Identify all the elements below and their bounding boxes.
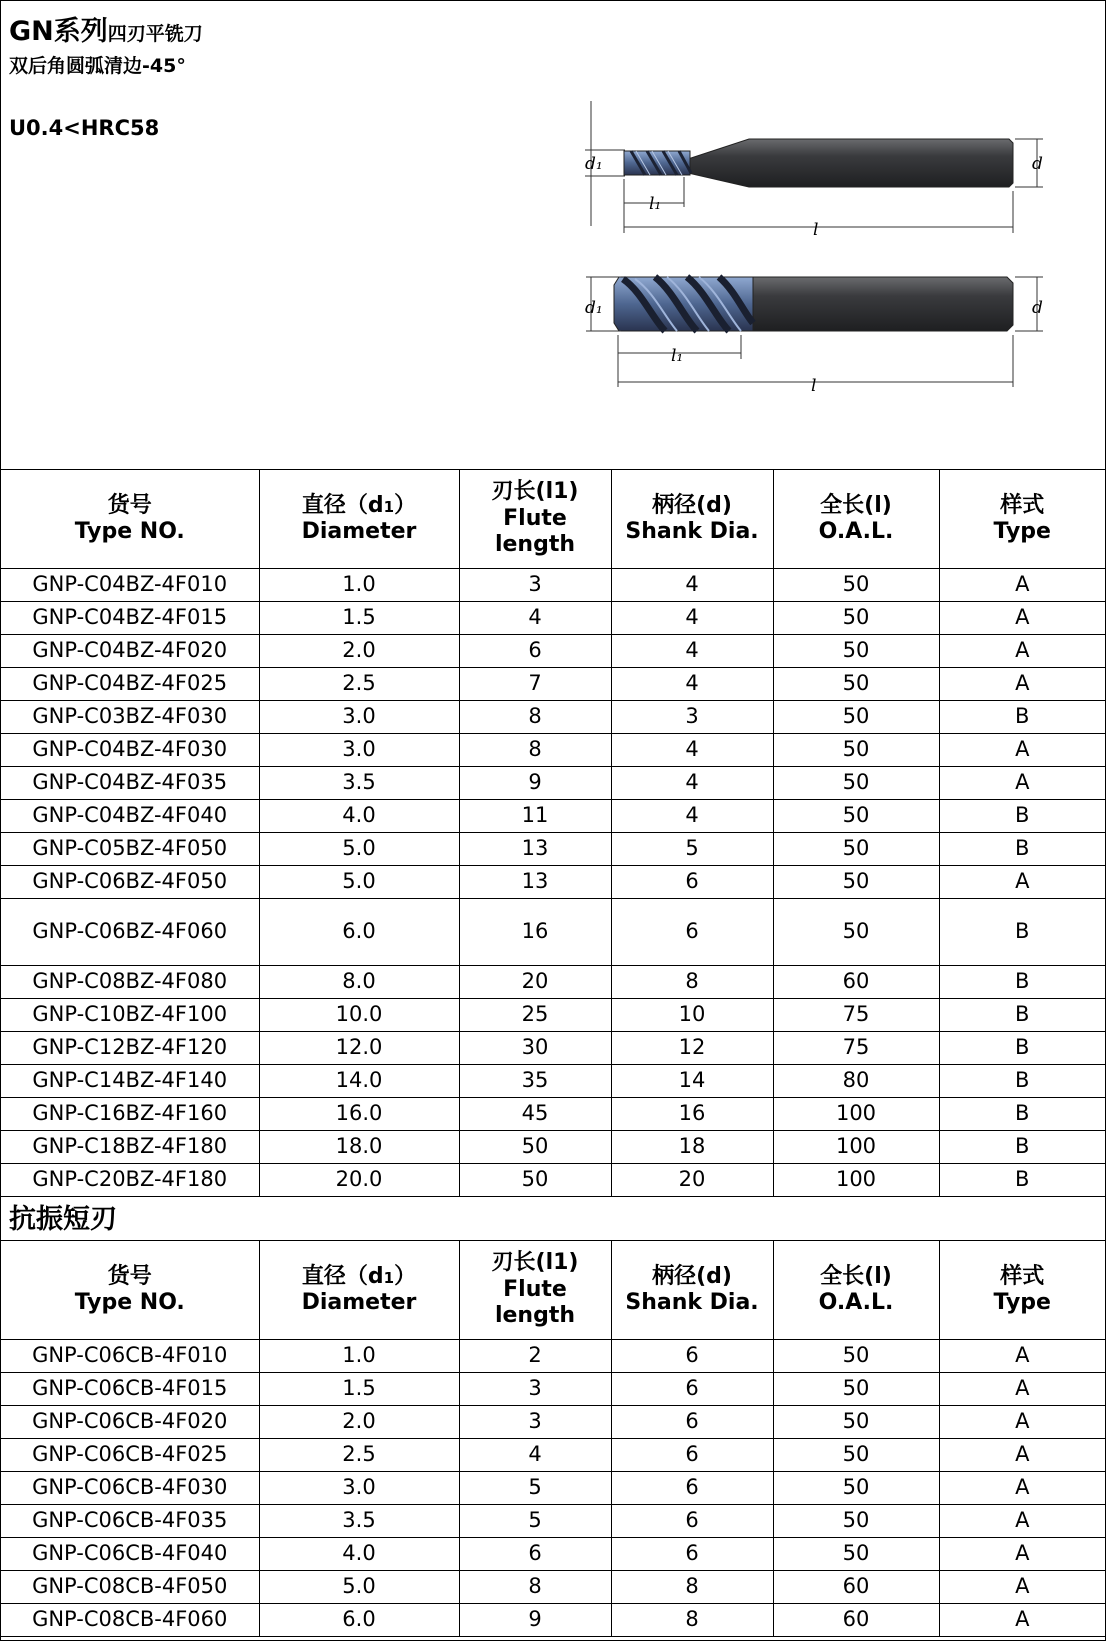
- section-title-anti-vibration: 抗振短刃: [1, 1197, 1105, 1241]
- table-row: [1, 1505, 1105, 1538]
- cell-flute-length: 6: [459, 635, 611, 668]
- cell-flute-length: 3: [459, 1373, 611, 1406]
- table-row: [1, 734, 1105, 767]
- cell-style: A: [939, 734, 1105, 767]
- cell-type-no: GNP-C06CB-4F025: [1, 1439, 259, 1472]
- cell-flute-length: 16: [459, 899, 611, 966]
- cell-flute-length: 8: [459, 701, 611, 734]
- label-l1-b: l₁: [671, 346, 684, 366]
- cell-style: A: [939, 767, 1105, 800]
- table-row: [1, 999, 1105, 1032]
- cell-shank-dia: 18: [611, 1131, 773, 1164]
- cell-type-no: GNP-C16BZ-4F160: [1, 1098, 259, 1131]
- cell-flute-length: 25: [459, 999, 611, 1032]
- spec-table-anti-vibration: [1, 1241, 1105, 1637]
- cell-oal: 50: [773, 1505, 939, 1538]
- col-type-no: 货号 Type NO.: [1, 470, 259, 569]
- table-row: [1, 767, 1105, 800]
- cell-shank-dia: 4: [611, 569, 773, 602]
- cell-type-no: GNP-C06CB-4F015: [1, 1373, 259, 1406]
- spec-table-standard: [1, 470, 1105, 1197]
- cell-type-no: GNP-C04BZ-4F040: [1, 800, 259, 833]
- col-shank-dia: 柄径(d) Shank Dia.: [611, 470, 773, 569]
- cell-type-no: GNP-C08BZ-4F080: [1, 966, 259, 999]
- cell-oal: 50: [773, 734, 939, 767]
- cell-oal: 60: [773, 966, 939, 999]
- cell-shank-dia: 6: [611, 899, 773, 966]
- cell-diameter: 16.0: [259, 1098, 459, 1131]
- col-style: 样式 Type: [939, 1241, 1105, 1340]
- cell-flute-length: 50: [459, 1164, 611, 1197]
- label-l-b: l: [811, 376, 817, 396]
- cell-type-no: GNP-C04BZ-4F010: [1, 569, 259, 602]
- cell-style: A: [939, 1538, 1105, 1571]
- cell-diameter: 10.0: [259, 999, 459, 1032]
- cell-shank-dia: 6: [611, 1439, 773, 1472]
- col-diameter: 直径（d1） Diameter: [259, 1241, 459, 1340]
- cell-shank-dia: 4: [611, 602, 773, 635]
- tool-drawings: [1, 1, 1105, 469]
- cell-flute-length: 9: [459, 1604, 611, 1637]
- table-row: [1, 1164, 1105, 1197]
- col-flute-length: 刃长(l1) Flute length: [459, 470, 611, 569]
- header-section: [1, 1, 1105, 470]
- table-body-anti-vibration: [1, 1340, 1105, 1637]
- col-shank-dia: 柄径(d) Shank Dia.: [611, 1241, 773, 1340]
- cell-diameter: 12.0: [259, 1032, 459, 1065]
- cell-type-no: GNP-C04BZ-4F015: [1, 602, 259, 635]
- label-d-b: d: [1032, 298, 1043, 318]
- table-row: [1, 1340, 1105, 1373]
- title-sub: 四刃平铣刀: [107, 23, 203, 45]
- cell-type-no: GNP-C18BZ-4F180: [1, 1131, 259, 1164]
- cell-diameter: 18.0: [259, 1131, 459, 1164]
- col-flute-length: 刃长(l1) Flute length: [459, 1241, 611, 1340]
- cell-oal: 50: [773, 701, 939, 734]
- cell-flute-length: 3: [459, 569, 611, 602]
- cell-oal: 50: [773, 1340, 939, 1373]
- cell-oal: 50: [773, 833, 939, 866]
- cell-type-no: GNP-C04BZ-4F020: [1, 635, 259, 668]
- cell-shank-dia: 6: [611, 1505, 773, 1538]
- cell-style: A: [939, 1340, 1105, 1373]
- table-row: [1, 866, 1105, 899]
- col-type-no: 货号 Type NO.: [1, 1241, 259, 1340]
- cell-oal: 50: [773, 800, 939, 833]
- cell-oal: 50: [773, 767, 939, 800]
- cell-shank-dia: 6: [611, 1538, 773, 1571]
- table-row: [1, 833, 1105, 866]
- cell-flute-length: 6: [459, 1538, 611, 1571]
- cell-oal: 80: [773, 1065, 939, 1098]
- tool-drawing-type-a: [585, 101, 1043, 240]
- cell-style: B: [939, 833, 1105, 866]
- cell-type-no: GNP-C10BZ-4F100: [1, 999, 259, 1032]
- cell-type-no: GNP-C06CB-4F035: [1, 1505, 259, 1538]
- cell-style: B: [939, 701, 1105, 734]
- cell-oal: 50: [773, 899, 939, 966]
- cell-type-no: GNP-C06CB-4F010: [1, 1340, 259, 1373]
- cell-diameter: 3.0: [259, 701, 459, 734]
- cell-flute-length: 30: [459, 1032, 611, 1065]
- cell-flute-length: 5: [459, 1472, 611, 1505]
- cell-shank-dia: 8: [611, 1571, 773, 1604]
- col-style: 样式 Type: [939, 470, 1105, 569]
- cell-flute-length: 45: [459, 1098, 611, 1131]
- cell-style: B: [939, 966, 1105, 999]
- cell-flute-length: 4: [459, 602, 611, 635]
- cell-diameter: 2.0: [259, 1406, 459, 1439]
- cell-shank-dia: 16: [611, 1098, 773, 1131]
- cell-flute-length: 5: [459, 1505, 611, 1538]
- cell-style: A: [939, 1472, 1105, 1505]
- table-row: [1, 602, 1105, 635]
- cell-shank-dia: 4: [611, 668, 773, 701]
- table-row: [1, 569, 1105, 602]
- cell-diameter: 4.0: [259, 1538, 459, 1571]
- cell-type-no: GNP-C06BZ-4F050: [1, 866, 259, 899]
- cell-flute-length: 13: [459, 866, 611, 899]
- cell-shank-dia: 6: [611, 866, 773, 899]
- cell-shank-dia: 8: [611, 966, 773, 999]
- table-header-row: [1, 1241, 1105, 1340]
- cell-style: B: [939, 1032, 1105, 1065]
- cell-oal: 50: [773, 668, 939, 701]
- table-row: [1, 1131, 1105, 1164]
- cell-diameter: 20.0: [259, 1164, 459, 1197]
- cell-style: A: [939, 1373, 1105, 1406]
- cell-type-no: GNP-C04BZ-4F025: [1, 668, 259, 701]
- cell-flute-length: 8: [459, 1571, 611, 1604]
- cell-type-no: GNP-C06CB-4F030: [1, 1472, 259, 1505]
- subtitle: 双后角圆弧清边-45°: [9, 55, 186, 77]
- col-oal: 全长(l) O.A.L.: [773, 470, 939, 569]
- cell-type-no: GNP-C08CB-4F060: [1, 1604, 259, 1637]
- cell-shank-dia: 3: [611, 701, 773, 734]
- cell-style: A: [939, 602, 1105, 635]
- cell-type-no: GNP-C04BZ-4F035: [1, 767, 259, 800]
- cell-flute-length: 2: [459, 1340, 611, 1373]
- cell-style: A: [939, 1571, 1105, 1604]
- cell-flute-length: 8: [459, 734, 611, 767]
- cell-shank-dia: 14: [611, 1065, 773, 1098]
- cell-flute-length: 3: [459, 1406, 611, 1439]
- cell-diameter: 1.5: [259, 602, 459, 635]
- cell-type-no: GNP-C05BZ-4F050: [1, 833, 259, 866]
- cell-style: B: [939, 1131, 1105, 1164]
- cell-type-no: GNP-C06BZ-4F060: [1, 899, 259, 966]
- cell-oal: 100: [773, 1131, 939, 1164]
- shank-shape-a: [688, 139, 1013, 187]
- cell-oal: 75: [773, 999, 939, 1032]
- cell-type-no: GNP-C06CB-4F020: [1, 1406, 259, 1439]
- cell-diameter: 1.5: [259, 1373, 459, 1406]
- cell-oal: 50: [773, 1373, 939, 1406]
- cell-flute-length: 50: [459, 1131, 611, 1164]
- cell-style: A: [939, 1604, 1105, 1637]
- cell-style: B: [939, 999, 1105, 1032]
- cell-style: A: [939, 866, 1105, 899]
- table-row: [1, 1098, 1105, 1131]
- cell-shank-dia: 12: [611, 1032, 773, 1065]
- table-row: [1, 668, 1105, 701]
- cell-shank-dia: 4: [611, 635, 773, 668]
- cell-style: B: [939, 899, 1105, 966]
- tool-drawing-type-b: [585, 277, 1043, 396]
- table-header-row: [1, 470, 1105, 569]
- cell-style: A: [939, 1439, 1105, 1472]
- table-row: [1, 701, 1105, 734]
- cell-shank-dia: 20: [611, 1164, 773, 1197]
- label-d-a: d: [1032, 154, 1043, 174]
- table-row: [1, 1406, 1105, 1439]
- cell-oal: 50: [773, 569, 939, 602]
- cell-shank-dia: 6: [611, 1340, 773, 1373]
- cell-oal: 50: [773, 1472, 939, 1505]
- table-body-standard: [1, 569, 1105, 1197]
- table-row: [1, 1604, 1105, 1637]
- cell-style: A: [939, 569, 1105, 602]
- table-row: [1, 635, 1105, 668]
- cell-shank-dia: 10: [611, 999, 773, 1032]
- cell-oal: 100: [773, 1164, 939, 1197]
- cell-diameter: 6.0: [259, 1604, 459, 1637]
- table-row: [1, 1571, 1105, 1604]
- table-row: [1, 966, 1105, 999]
- table-row: [1, 1032, 1105, 1065]
- cell-oal: 50: [773, 1439, 939, 1472]
- label-d1-a: d₁: [585, 154, 603, 174]
- cell-type-no: GNP-C04BZ-4F030: [1, 734, 259, 767]
- shank-shape-b: [753, 277, 1013, 331]
- hardness-grade: U0.4<HRC58: [9, 116, 160, 140]
- cell-flute-length: 20: [459, 966, 611, 999]
- cell-style: A: [939, 1406, 1105, 1439]
- cell-shank-dia: 4: [611, 734, 773, 767]
- cell-type-no: GNP-C08CB-4F050: [1, 1571, 259, 1604]
- cell-oal: 75: [773, 1032, 939, 1065]
- cell-diameter: 14.0: [259, 1065, 459, 1098]
- cell-diameter: 2.0: [259, 635, 459, 668]
- cell-style: B: [939, 800, 1105, 833]
- cell-type-no: GNP-C12BZ-4F120: [1, 1032, 259, 1065]
- cell-flute-length: 11: [459, 800, 611, 833]
- cell-oal: 60: [773, 1571, 939, 1604]
- cell-style: A: [939, 635, 1105, 668]
- cell-shank-dia: 4: [611, 767, 773, 800]
- cell-shank-dia: 8: [611, 1604, 773, 1637]
- cell-diameter: 4.0: [259, 800, 459, 833]
- cell-shank-dia: 6: [611, 1472, 773, 1505]
- cell-flute-length: 7: [459, 668, 611, 701]
- cell-type-no: GNP-C06CB-4F040: [1, 1538, 259, 1571]
- cell-oal: 60: [773, 1604, 939, 1637]
- table-row: [1, 899, 1105, 966]
- cell-type-no: GNP-C20BZ-4F180: [1, 1164, 259, 1197]
- cell-oal: 50: [773, 1538, 939, 1571]
- cell-shank-dia: 6: [611, 1373, 773, 1406]
- cell-diameter: 5.0: [259, 866, 459, 899]
- cell-diameter: 3.5: [259, 1505, 459, 1538]
- cell-style: A: [939, 668, 1105, 701]
- cell-diameter: 6.0: [259, 899, 459, 966]
- table-row: [1, 1065, 1105, 1098]
- cell-type-no: GNP-C03BZ-4F030: [1, 701, 259, 734]
- cell-style: A: [939, 1505, 1105, 1538]
- title-main: GN系列: [9, 16, 108, 47]
- cell-type-no: GNP-C14BZ-4F140: [1, 1065, 259, 1098]
- cell-diameter: 8.0: [259, 966, 459, 999]
- cell-shank-dia: 6: [611, 1406, 773, 1439]
- cell-diameter: 3.5: [259, 767, 459, 800]
- cell-style: B: [939, 1065, 1105, 1098]
- label-l-a: l: [813, 220, 819, 240]
- table-row: [1, 800, 1105, 833]
- table-row: [1, 1538, 1105, 1571]
- col-oal: 全长(l) O.A.L.: [773, 1241, 939, 1340]
- col-diameter: 直径（d1） Diameter: [259, 470, 459, 569]
- label-l1-a: l₁: [649, 194, 662, 214]
- table-row: [1, 1472, 1105, 1505]
- cell-flute-length: 4: [459, 1439, 611, 1472]
- cell-flute-length: 13: [459, 833, 611, 866]
- cell-diameter: 3.0: [259, 1472, 459, 1505]
- cell-style: B: [939, 1164, 1105, 1197]
- cell-diameter: 1.0: [259, 1340, 459, 1373]
- cell-flute-length: 35: [459, 1065, 611, 1098]
- cell-diameter: 2.5: [259, 668, 459, 701]
- cell-diameter: 1.0: [259, 569, 459, 602]
- cell-style: B: [939, 1098, 1105, 1131]
- cell-oal: 50: [773, 602, 939, 635]
- cell-oal: 100: [773, 1098, 939, 1131]
- cell-flute-length: 9: [459, 767, 611, 800]
- table-row: [1, 1439, 1105, 1472]
- cell-oal: 50: [773, 635, 939, 668]
- cell-oal: 50: [773, 1406, 939, 1439]
- cell-oal: 50: [773, 866, 939, 899]
- label-d1-b: d₁: [585, 298, 603, 318]
- cell-diameter: 5.0: [259, 833, 459, 866]
- cell-diameter: 2.5: [259, 1439, 459, 1472]
- cell-diameter: 5.0: [259, 1571, 459, 1604]
- cell-shank-dia: 4: [611, 800, 773, 833]
- cell-shank-dia: 5: [611, 833, 773, 866]
- cell-diameter: 3.0: [259, 734, 459, 767]
- table-row: [1, 1373, 1105, 1406]
